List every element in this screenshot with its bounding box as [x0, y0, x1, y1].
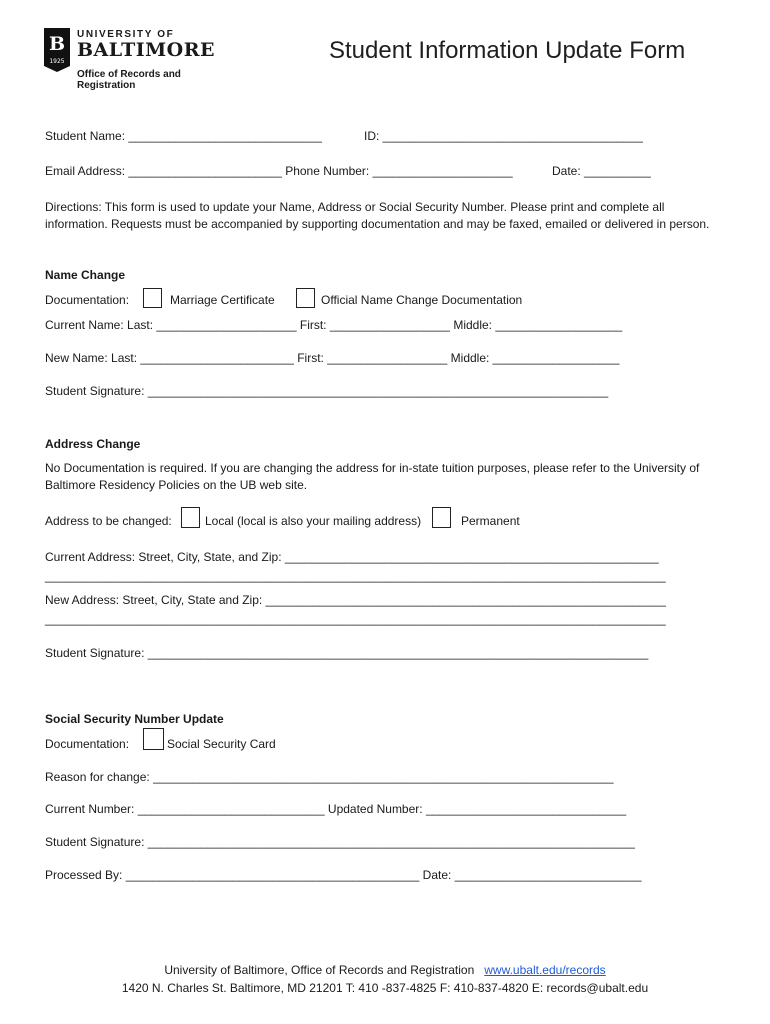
current-address-continued-field[interactable]: _____________________________________________________________________________________________	[45, 569, 666, 583]
current-address-field[interactable]: Current Address: Street, City, State, and Zip: ________________________________________________________	[45, 550, 659, 564]
footer-office-text: University of Baltimore, Office of Records and Registration	[164, 963, 475, 977]
social-security-card-checkbox[interactable]	[143, 728, 164, 750]
logo-registration: Registration	[77, 80, 136, 91]
marriage-certificate-label: Marriage Certificate	[170, 293, 275, 307]
permanent-address-checkbox[interactable]	[432, 507, 451, 528]
permanent-address-label: Permanent	[461, 514, 520, 528]
seal-year: 1925	[49, 58, 65, 65]
student-name-field[interactable]: Student Name: _____________________________	[45, 129, 322, 143]
name-change-heading: Name Change	[45, 268, 126, 282]
name-change-signature-field[interactable]: Student Signature: _____________________________________________________________________	[45, 384, 609, 398]
name-documentation-label: Documentation:	[45, 293, 130, 307]
seal-letter: B	[48, 33, 66, 55]
official-name-change-checkbox[interactable]	[296, 288, 315, 308]
address-change-note: No Documentation is required. If you are changing the address for in-state tuition purposes, please refer to the University of Baltimore Residency Policies on the UB web site.	[45, 461, 700, 492]
address-change-heading: Address Change	[45, 437, 141, 451]
address-change-signature-field[interactable]: Student Signature: ___________________________________________________________________________	[45, 646, 649, 660]
university-logo	[44, 26, 234, 96]
date-field[interactable]: Date: __________	[552, 164, 651, 178]
marriage-certificate-checkbox[interactable]	[143, 288, 162, 308]
ssn-update-heading: Social Security Number Update	[45, 712, 224, 726]
form-title: Student Information Update Form	[329, 37, 686, 64]
processed-by-field[interactable]: Processed By: ____________________________________________ Date: ____________________________	[45, 868, 642, 882]
new-address-field[interactable]: New Address: Street, City, State and Zip: ____________________________________________________________	[45, 593, 666, 607]
reason-for-change-field[interactable]: Reason for change: _____________________________________________________________________	[45, 770, 614, 784]
ssn-documentation-label: Documentation:	[45, 737, 130, 751]
ub-seal-icon	[44, 28, 70, 72]
current-updated-number-field[interactable]: Current Number: ____________________________ Updated Number: ______________________________	[45, 802, 627, 816]
logo-baltimore: BALTIMORE	[77, 39, 215, 61]
current-name-field[interactable]: Current Name: Last: _____________________ First: __________________ Middle: ___________________	[45, 318, 623, 332]
local-address-checkbox[interactable]	[181, 507, 200, 528]
email-phone-field[interactable]: Email Address: _______________________ Phone Number: _____________________	[45, 164, 513, 178]
footer-contact-line: 1420 N. Charles St. Baltimore, MD 21201 T: 410 -837-4825 F: 410-837-4820 E: records@ubalt.edu	[121, 981, 649, 995]
logo-office: Office of Records and	[77, 69, 181, 80]
new-address-continued-field[interactable]: _____________________________________________________________________________________________	[45, 612, 666, 626]
address-to-be-changed-label: Address to be changed:	[45, 514, 172, 528]
new-name-field[interactable]: New Name: Last: _______________________ First: __________________ Middle: ___________________	[45, 351, 620, 365]
social-security-card-label: Social Security Card	[167, 737, 276, 751]
logo-university-of: UNIVERSITY OF	[77, 29, 175, 40]
directions-text: Directions: This form is used to update your Name, Address or Social Security Number. Please print and complete all information. Requests must be accompanied by supporting documentation and may be faxed, emailed or delivered in person.	[45, 200, 710, 231]
local-address-label: Local (local is also your mailing address)	[205, 514, 422, 528]
footer-records-link[interactable]: www.ubalt.edu/records	[484, 963, 606, 977]
student-id-field[interactable]: ID: _______________________________________	[364, 129, 643, 143]
ssn-signature-field[interactable]: Student Signature: _________________________________________________________________________	[45, 835, 635, 849]
footer-line1	[0, 963, 770, 977]
official-name-change-label: Official Name Change Documentation	[321, 293, 523, 307]
